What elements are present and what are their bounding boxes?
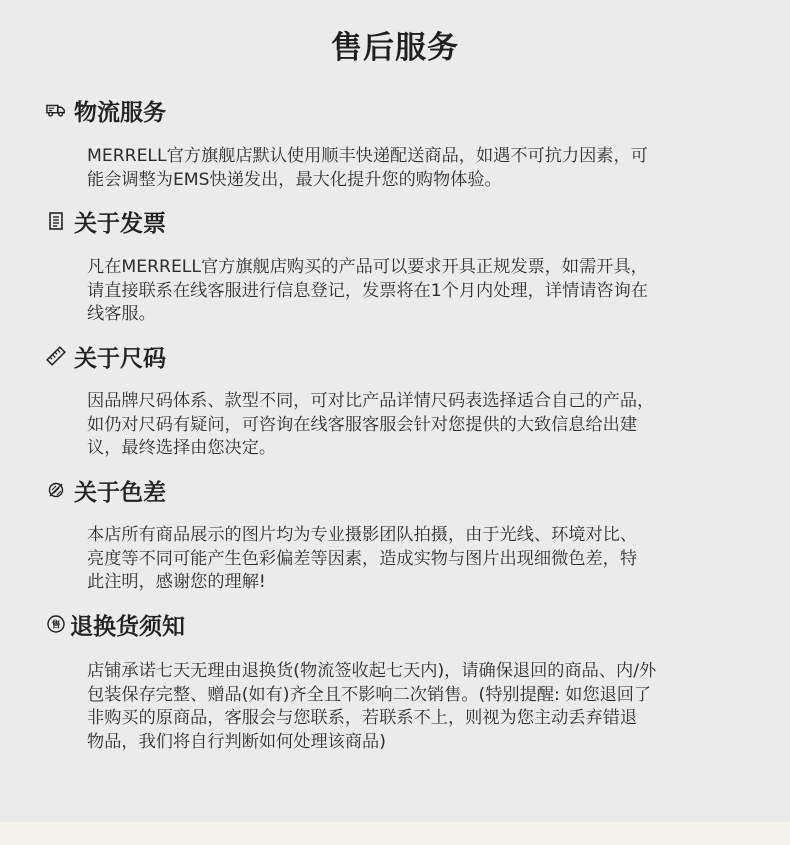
section-invoice-header	[46, 205, 166, 237]
section-logistics-header	[46, 94, 166, 126]
section-title: 关于色差	[74, 479, 166, 506]
footer-strip	[0, 822, 790, 845]
section-color-header	[46, 474, 166, 506]
after-sales-badge-icon	[46, 614, 66, 634]
body-line: 物品，我们将自行判断如何处理该商品)	[87, 731, 386, 752]
section-title: 物流服务	[74, 99, 166, 126]
page-title: 售后服务	[331, 30, 459, 66]
section-returns-body	[87, 660, 752, 754]
ruler-icon	[46, 346, 66, 366]
body-line: 请直接联系在线客服进行信息登记，发票将在1个月内处理，详情请咨询在	[87, 280, 648, 301]
body-line: 能会调整为EMS快递发出，最大化提升您的购物体验。	[87, 169, 502, 190]
body-line: 凡在MERRELL官方旗舰店购买的产品可以要求开具正规发票，如需开具，	[87, 257, 648, 277]
section-title: 退换货须知	[70, 613, 185, 640]
section-logistics-body	[87, 145, 752, 192]
body-line: 非购买的原商品，客服会与您联系，若联系不上，则视为您主动丢弃错退	[87, 708, 638, 728]
section-color-body	[87, 524, 752, 595]
body-line: 亮度等不同可能产生色彩偏差等因素，造成实物与图片出现细微色差，特	[87, 548, 638, 569]
body-line: 此注明，感谢您的理解!	[87, 572, 266, 592]
section-title: 关于尺码	[74, 345, 166, 372]
section-size-body	[87, 390, 752, 461]
badge-glyph: 售	[51, 620, 61, 631]
section-size-header	[46, 340, 166, 372]
body-line: 店铺承诺七天无理由退换货(物流签收起七天内)，请确保退回的商品、内/外	[87, 661, 657, 681]
section-returns-header	[46, 608, 185, 640]
body-line: 如仍对尺码有疑问，可咨询在线客服客服会针对您提供的大致信息给出建	[87, 414, 638, 435]
body-line: 包装保存完整、赠品(如有)齐全且不影响二次销售。(特别提醒: 如您退回了	[87, 684, 652, 705]
body-line: 因品牌尺码体系、款型不同，可对比产品详情尺码表选择适合自己的产品，	[87, 391, 655, 411]
body-line: 议，最终选择由您决定。	[87, 438, 277, 458]
body-line: 线客服。	[87, 304, 156, 324]
document-icon	[46, 211, 66, 231]
body-line: 本店所有商品展示的图片均为专业摄影团队拍摄，由于光线、环境对比、	[87, 525, 638, 545]
body-line: MERRELL官方旗舰店默认使用顺丰快递配送商品，如遇不可抗力因素，可	[87, 146, 648, 166]
section-invoice-body	[87, 256, 752, 327]
section-title: 关于发票	[74, 210, 166, 237]
truck-icon	[46, 100, 66, 120]
color-icon	[46, 480, 66, 500]
